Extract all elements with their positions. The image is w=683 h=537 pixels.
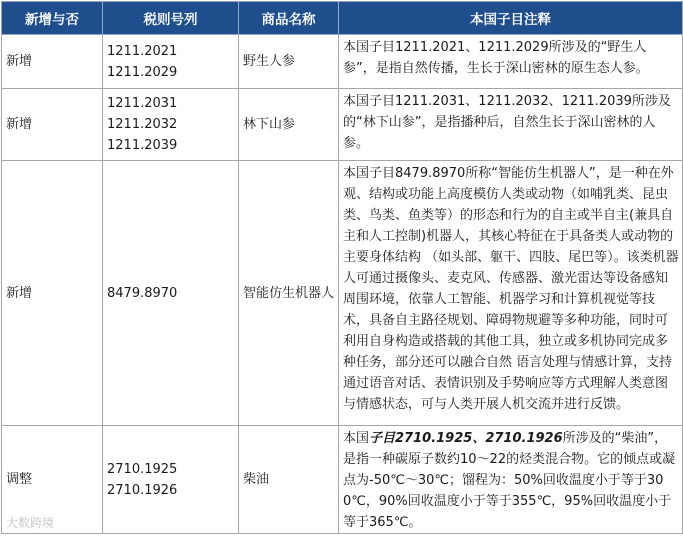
code-cell	[103, 161, 239, 426]
header-note: 本国子目注释	[339, 2, 683, 35]
tariff-code: 2710.1925	[107, 461, 178, 477]
tariff-code: 1211.2031	[107, 96, 178, 111]
watermark: 大数跨境	[6, 516, 55, 530]
code-cell	[103, 426, 239, 534]
note-cell: 本国子目1211.2031、1211.2032、1211.2039所涉及的“林下山参”，是指播种后，自然生长于深山密林的人参。	[339, 89, 683, 161]
header-name: 商品名称	[239, 2, 339, 35]
header-status: 新增与否	[2, 2, 103, 35]
note-prefix: 本国	[343, 431, 370, 446]
status-cell: 新增	[2, 35, 103, 89]
table-row	[2, 161, 683, 426]
status-cell: 新增	[2, 89, 103, 161]
status-cell: 调整	[2, 426, 103, 534]
tariff-code: 1211.2029	[107, 64, 178, 80]
header-row	[2, 2, 683, 35]
table-row	[2, 426, 683, 534]
code-cell	[103, 89, 239, 161]
tariff-code: 8479.8970	[107, 285, 178, 301]
header-code: 税则号列	[103, 2, 239, 35]
product-name-cell: 林下山参	[239, 89, 339, 161]
tariff-code: 2710.1926	[107, 482, 178, 498]
product-name-cell: 智能仿生机器人	[239, 161, 339, 426]
table-row	[2, 89, 683, 161]
code-cell	[103, 35, 239, 89]
note-suffix: 所涉及的“柴油”，是指一种碳原子数约10～22的烃类混合物。它的倾点或凝点为-50℃～30℃；馏程为：50%回收温度小于等于300℃，90%回收温度小于等于355℃，95%回收温度小于等于365℃。	[343, 431, 676, 530]
note-cell: 本国子目8479.8970所称“智能仿生机器人”，是一种在外观、结构或功能上高度模仿人类或动物（如哺乳类、昆虫类、鸟类、鱼类等）的形态和行为的自主或半自主(兼具自主和人工控制)机器人，其核心特征在于具备类人或动物的主要身体结构 （如头部、躯干、四肢、尾巴等）。该类机器人可通过摄像头、麦克风、传感器、激光雷达等设备感知周围环境，依靠人工智能、机器学习和计算机视觉等技术，具备自主路径规划、障碍物规避等多种功能，同时可利用自身构造或搭载的其他工具，独立或多机协同完成多种任务，部分还可以融合自然 语言处理与情感计算，支持通过语音对话、表情识别及手势响应等方式理解人类意图与情感状态，可与人类开展人机交流并进行反馈。	[339, 161, 683, 426]
status-cell: 新增	[2, 161, 103, 426]
tariff-code: 1211.2021	[107, 43, 178, 59]
tariff-code: 1211.2032	[107, 117, 178, 132]
table-row	[2, 35, 683, 89]
product-name-cell: 野生人参	[239, 35, 339, 89]
note-cell	[339, 426, 683, 534]
tariff-code: 1211.2039	[107, 138, 178, 153]
product-name-cell: 柴油	[239, 426, 339, 534]
note-cell: 本国子目1211.2021、1211.2029所涉及的“野生人参”，是指自然传播，生长于深山密林的原生态人参。	[339, 35, 683, 89]
tariff-table	[1, 1, 683, 534]
note-highlight: 子目2710.1925、2710.1926	[369, 431, 563, 446]
